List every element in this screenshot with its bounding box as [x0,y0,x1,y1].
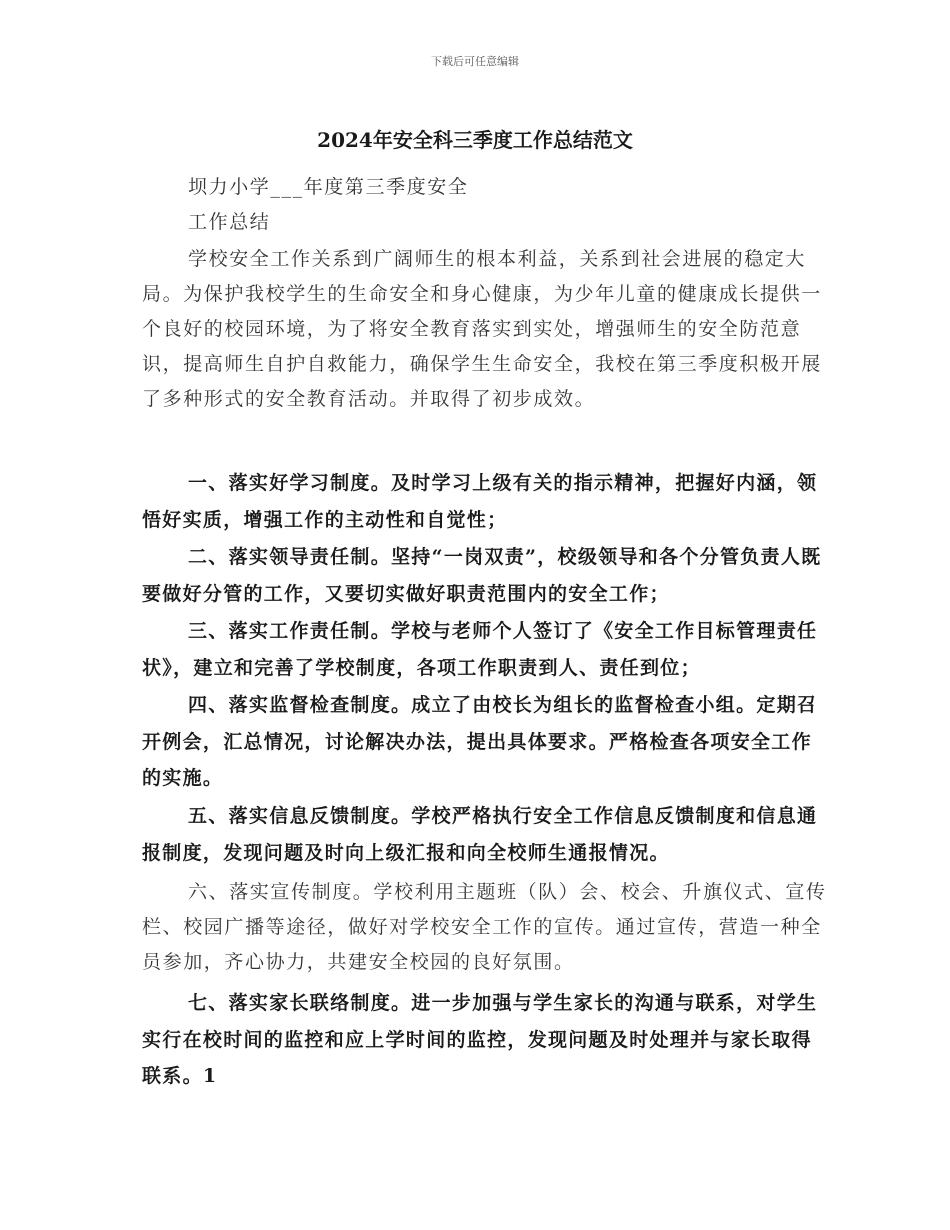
item-7-parent-contact: 七、落实家长联络制度。进一步加强与学生家长的沟通与联系，对学生实行在校时间的监控和应上学时间的监控，发现问题及时处理并与家长取得联系。1 [142,992,818,1087]
page-header: 下载后可任意编辑 [431,55,519,68]
item-6-publicity-system: 六、落实宣传制度。学校利用主题班（队）会、校会、升旗仪式、宣传栏、校园广播等途径，做好对学校安全工作的宣传。通过宣传，营造一种全员参加，齐心协力，共建安全校园的良好氛围。 [142,881,827,973]
item-3-work-responsibility: 三、落实工作责任制。学校与老师个人签订了《安全工作目标管理责任状》，建立和完善了学校制度，各项工作职责到人、责任到位； [142,620,818,679]
subtitle-line-1: 坝力小学___年度第三季度安全 [188,176,469,198]
item-5-information-feedback: 五、落实信息反馈制度。学校严格执行安全工作信息反馈制度和信息通报制度，发现问题及时向上级汇报和向全校师生通报情况。 [142,805,818,864]
intro-paragraph: 学校安全工作关系到广阔师生的根本利益，关系到社会进展的稳定大局。为保护我校学生的生命安全和身心健康，为少年儿童的健康成长提供一个良好的校园环境，为了将安全教育落实到实处，增强师生的安全防范意识，提高师生自护自救能力，确保学生生命安全，我校在第三季度积极开展了多种形式的安全教育活动。并取得了初步成效。 [142,248,822,410]
item-4-supervision-inspection: 四、落实监督检查制度。成立了由校长为组长的监督检查小组。定期召开例会，汇总情况，讨论解决办法，提出具体要求。严格检查各项安全工作的实施。 [142,694,818,789]
document-title: 2024年安全科三季度工作总结范文 [317,128,633,152]
subtitle-line-2: 工作总结 [188,211,271,233]
item-2-leadership-responsibility: 二、落实领导责任制。坚持“一岗双责”，校级领导和各个分管负责人既要做好分管的工作，又要切实做好职责范围内的安全工作； [142,546,822,605]
item-1-learning-system: 一、落实好学习制度。及时学习上级有关的指示精神，把握好内涵，领悟好实质，增强工作的主动性和自觉性； [142,472,818,531]
